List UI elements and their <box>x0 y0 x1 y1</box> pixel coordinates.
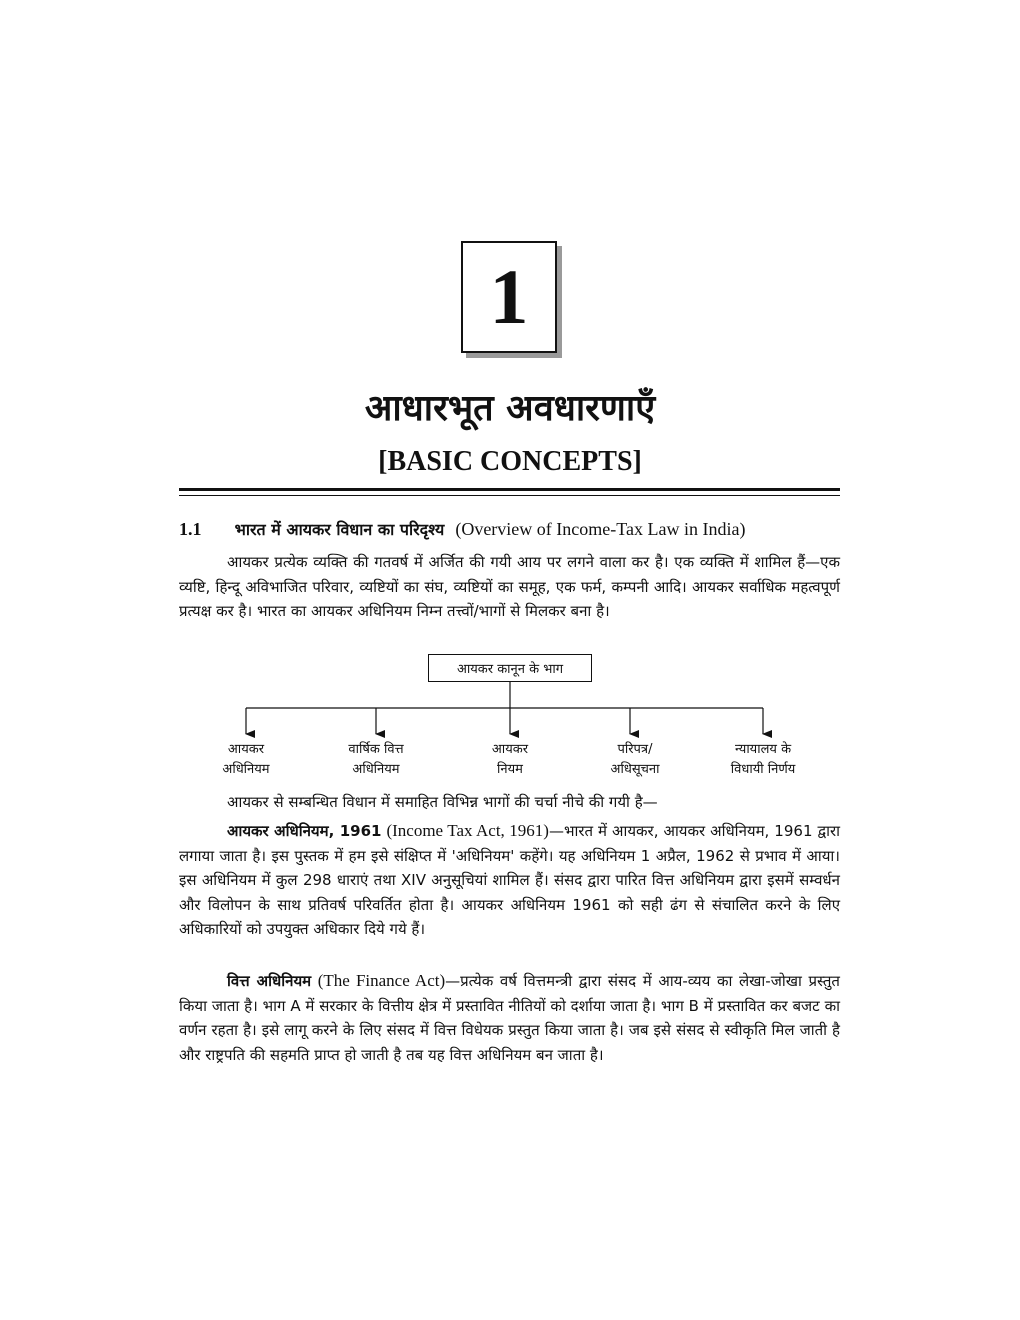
diagram-child-line2: अधिनियम <box>222 762 270 777</box>
section-number: 1.1 <box>179 519 202 539</box>
finance-act-heading: वित्त अधिनियम <box>227 972 312 990</box>
section-title-hindi: भारत में आयकर विधान का परिदृश्य <box>234 520 445 539</box>
diagram-child-line2: अधिसूचना <box>610 762 660 777</box>
diagram-child-line1: आयकर <box>491 742 529 757</box>
chapter-title-english: [BASIC CONCEPTS] <box>378 446 642 477</box>
diagram-child-line2: अधिनियम <box>352 762 400 777</box>
income-tax-act-heading: आयकर अधिनियम, 1961 <box>227 822 382 840</box>
finance-act-body: —प्रत्येक वर्ष वित्तमन्त्री द्वारा संसद में आय-व्यय का लेखा-जोखा प्रस्तुत किया जाता है। भाग A में सरकार के वित्तीय क्षेत्र में प्रस्तावित नीतियों को दर्शाया जाता है। भाग B में प्रस्तावित कर बजट का वर्णन रहता है। इसे लागू करने के लिए संसद में वित्त विधेयक प्रस्तुत किया जाता है। जब इसे संसद से स्वीकृति मिल जाती है और राष्ट्रपति की सहमति प्राप्त हो जाती है तब यह वित्त अधिनियम बन जाता है। <box>179 972 840 1064</box>
diagram-child-node <box>181 740 311 780</box>
intro-paragraph: आयकर प्रत्येक व्यक्ति की गतवर्ष में अर्जित की गयी आय पर लगने वाला कर है। एक व्यक्ति में शामिल हैं—एक व्यष्टि, हिन्दू अविभाजित परिवार, व्यष्टियों का संघ, व्यष्टियों का समूह, एक फर्म, कम्पनी आदि। आयकर सर्वाधिक महत्वपूर्ण प्रत्यक्ष कर है। भारत का आयकर अधिनियम निम्न तत्त्वों/भागों से मिलकर बना है। <box>179 553 840 620</box>
diagram-root-node: आयकर कानून के भाग <box>428 654 592 682</box>
chapter-number: 1 <box>489 253 529 340</box>
diagram-child-line1: न्यायालय के <box>734 742 792 757</box>
finance-act-heading-english: (The Finance Act) <box>317 971 446 990</box>
finance-act-paragraph <box>179 969 840 1067</box>
chapter-number-box <box>461 241 557 353</box>
title-rule-thick <box>179 488 840 491</box>
income-tax-act-heading-english: (Income Tax Act, 1961) <box>386 821 549 840</box>
section-heading <box>179 518 844 540</box>
diagram-child-line1: आयकर <box>227 742 265 757</box>
diagram-child-line1: परिपत्र/ <box>617 742 653 757</box>
section-title-english: (Overview of Income-Tax Law in India) <box>455 519 746 539</box>
diagram-child-node <box>698 740 828 780</box>
diagram-caption: आयकर से सम्बन्धित विधान में समाहित विभिन्न भागों की चर्चा नीचे की गयी है— <box>227 793 658 811</box>
chapter-title-hindi: आधारभूत अवधारणाएँ <box>364 388 656 429</box>
diagram-child-node <box>570 740 700 780</box>
diagram-child-node <box>311 740 441 780</box>
income-tax-act-paragraph <box>179 819 840 942</box>
title-rule-thin <box>179 495 840 496</box>
diagram-child-node <box>445 740 575 780</box>
income-tax-act-body: —भारत में आयकर, आयकर अधिनियम, 1961 द्वारा लगाया जाता है। इस पुस्तक में हम इसे संक्षिप्त में 'अधिनियम' कहेंगे। यह अधिनियम 1 अप्रैल, 1962 से प्रभाव में आया। इस अधिनियम में कुल 298 धाराएं तथा XIV अनुसूचियां शामिल हैं। संसद द्वारा पारित वित्त अधिनियम द्वारा इसमें सम्वर्धन और विलोपन के साथ प्रतिवर्ष परिवर्तित होता है। आयकर अधिनियम 1961 को सही ढंग से संचालित करने के लिए अधिकारियों को उपयुक्त अधिकार दिये गये हैं। <box>179 822 840 938</box>
diagram-child-line2: नियम <box>497 762 523 777</box>
diagram-child-line1: वार्षिक वित्त <box>348 742 404 757</box>
diagram-child-line2: विधायी निर्णय <box>730 762 796 777</box>
